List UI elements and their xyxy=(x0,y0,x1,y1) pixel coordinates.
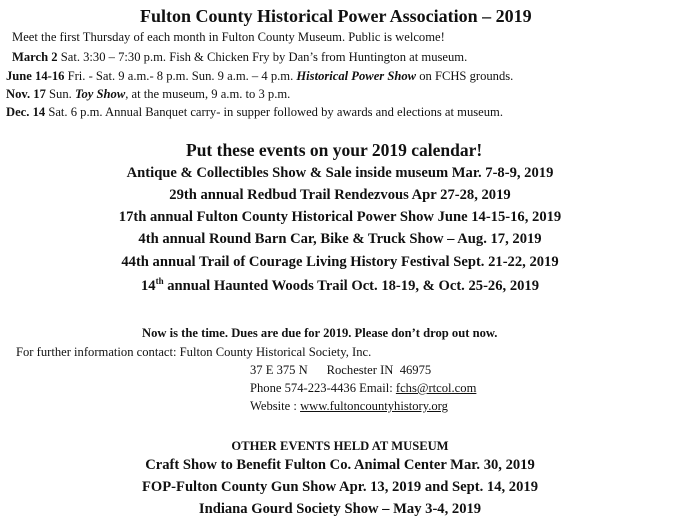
other-events-heading: OTHER EVENTS HELD AT MUSEUM xyxy=(231,439,449,453)
website-link[interactable]: www.fultoncountyhistory.org xyxy=(300,399,448,413)
contact-address: 37 E 375 N Rochester IN 46975 xyxy=(250,363,432,377)
other-event: FOP-Fulton County Gun Show Apr. 13, 2019 and Sept. 14, 2019 xyxy=(141,479,538,495)
contact-phone: Phone 574-223-4436 Email: xyxy=(250,381,396,395)
calendar-event: 17th annual Fulton County Historical Power Show June 14-15-16, 2019 xyxy=(118,209,562,225)
contact-lead: For further information contact: Fulton County Historical Society, Inc. xyxy=(16,345,372,359)
event-text: annual Haunted Woods Trail Oct. 18-19, & Oct. 25-26, 2019 xyxy=(163,277,540,294)
event-ordinal-suffix: th xyxy=(155,276,164,286)
meeting-line-march xyxy=(12,50,467,65)
intro-text: Meet the first Thursday of each month in Fulton County Museum. Public is welcome! xyxy=(12,30,445,44)
meeting-emphasis: Historical Power Show xyxy=(296,69,417,83)
meeting-text: Sat. 3:30 – 7:30 p.m. Fish & Chicken Fry by Dan’s from Huntington at museum. xyxy=(57,50,468,64)
other-event: Craft Show to Benefit Fulton Co. Animal Center Mar. 30, 2019 xyxy=(145,457,535,473)
meeting-tail: on FCHS grounds. xyxy=(416,69,514,83)
event-ordinal-number: 14 xyxy=(140,277,156,294)
email-link[interactable]: fchs@rtcol.com xyxy=(395,381,477,395)
meeting-line-nov xyxy=(6,87,290,102)
contact-website-line xyxy=(250,399,448,414)
calendar-event: 29th annual Redbud Trail Rendezvous Apr 27-28, 2019 xyxy=(169,187,511,203)
calendar-event xyxy=(0,276,680,295)
meeting-tail: , at the museum, 9 a.m. to 3 p.m. xyxy=(125,87,291,101)
calendar-event: 4th annual Round Barn Car, Bike & Truck Show – Aug. 17, 2019 xyxy=(138,231,542,247)
meeting-date: March 2 xyxy=(12,50,58,64)
meeting-emphasis: Toy Show xyxy=(74,87,126,101)
meeting-line-june xyxy=(6,69,513,84)
website-label: Website : xyxy=(250,399,301,413)
page-title: Fulton County Historical Power Association – 2019 xyxy=(140,6,532,26)
calendar-event: 44th annual Trail of Courage Living History Festival Sept. 21-22, 2019 xyxy=(121,254,559,270)
calendar-heading: Put these events on your 2019 calendar! xyxy=(186,140,483,160)
meeting-text: Sat. 6 p.m. Annual Banquet carry- in supper followed by awards and elections at museum. xyxy=(45,105,503,119)
other-event: Indiana Gourd Society Show – May 3-4, 2019 xyxy=(198,501,482,517)
meeting-line-dec xyxy=(6,105,503,120)
meeting-date: June 14-16 xyxy=(6,69,65,83)
dues-notice: Now is the time. Dues are due for 2019. Please don’t drop out now. xyxy=(142,326,498,340)
meeting-date: Nov. 17 xyxy=(6,87,46,101)
meeting-date: Dec. 14 xyxy=(6,105,46,119)
meeting-text: Sun. xyxy=(45,87,75,101)
meeting-text: Fri. - Sat. 9 a.m.- 8 p.m. Sun. 9 a.m. – 4 p.m. xyxy=(64,69,297,83)
calendar-event: Antique & Collectibles Show & Sale inside museum Mar. 7-8-9, 2019 xyxy=(126,165,554,181)
contact-phone-line xyxy=(250,381,476,396)
